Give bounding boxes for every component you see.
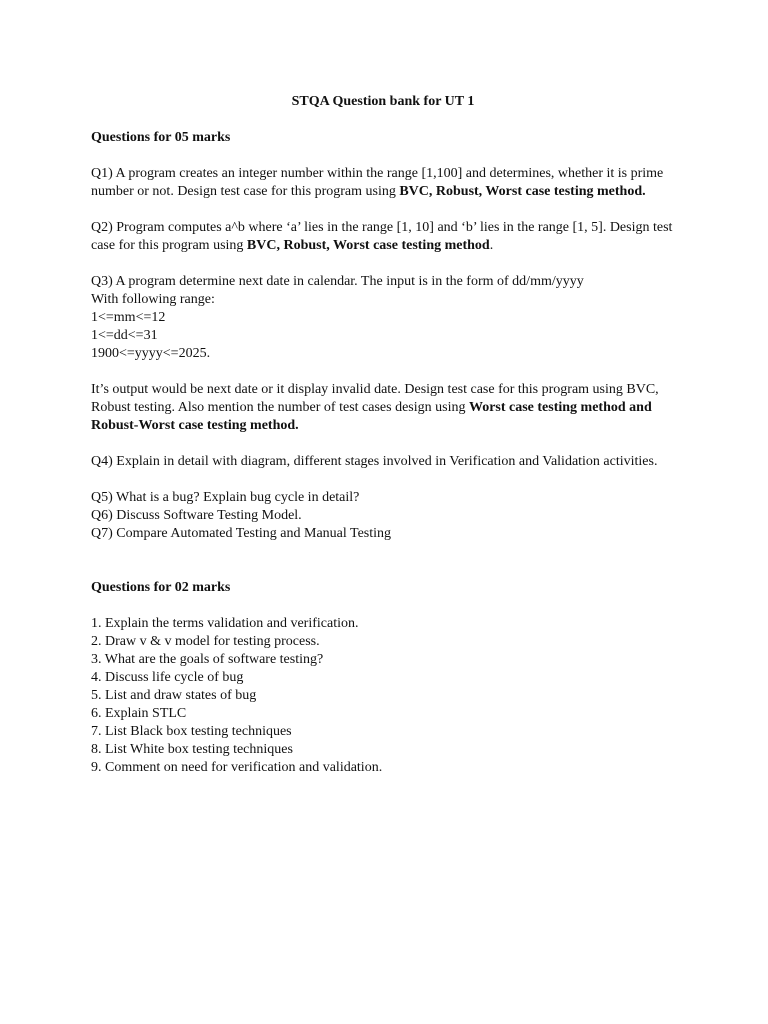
question-3-output-text: It’s output would be next date or it display invalid date. Design test case for this program using BVC, Robust testing. Also mention the number of test cases design using [91, 382, 659, 415]
list-item: 7. List Black box testing techniques [91, 724, 292, 739]
list-item: 6. Explain STLC [91, 706, 187, 721]
list-item: 4. Discuss life cycle of bug [91, 670, 244, 685]
question-7: Q7) Compare Automated Testing and Manual Testing [91, 526, 392, 541]
question-1-text: Q1) A program creates an integer number within the range [1,100] and determines, whether it is prime number or not. Design test case for this program using [91, 166, 664, 199]
question-2 [91, 219, 681, 255]
question-1 [91, 165, 681, 201]
question-3-line-3: 1<=mm<=12 [91, 310, 166, 325]
question-3-line-5: 1900<=yyyy<=2025. [91, 346, 211, 361]
question-3-line-2: With following range: [91, 292, 215, 307]
question-5: Q5) What is a bug? Explain bug cycle in detail? [91, 490, 360, 505]
section-spacer [91, 543, 681, 579]
question-2-end: . [489, 238, 494, 253]
section-heading-2-marks: Questions for 02 marks [91, 580, 231, 595]
document-page [91, 93, 681, 777]
question-1-bold: BVC, Robust, Worst case testing method. [399, 184, 646, 199]
question-2-text: Q2) Program computes a^b where ‘a’ lies in the range [1, 10] and ‘b’ lies in the range [1, 5]. Design test case for this program using [91, 220, 673, 253]
list-item: 2. Draw v & v model for testing process. [91, 634, 320, 649]
question-4: Q4) Explain in detail with diagram, different stages involved in Verification and Validation activities. [91, 454, 658, 469]
question-6: Q6) Discuss Software Testing Model. [91, 508, 302, 523]
list-item: 5. List and draw states of bug [91, 688, 257, 703]
question-2-bold: BVC, Robust, Worst case testing method [246, 238, 490, 253]
two-mark-question-list [91, 615, 681, 777]
section-heading-5-marks: Questions for 05 marks [91, 130, 231, 145]
question-3-output [91, 381, 681, 435]
list-item: 9. Comment on need for verification and validation. [91, 760, 383, 775]
document-title: STQA Question bank for UT 1 [291, 94, 475, 109]
list-item: 1. Explain the terms validation and verification. [91, 616, 359, 631]
question-3-line-1: Q3) A program determine next date in calendar. The input is in the form of dd/mm/yyyy [91, 274, 584, 289]
question-3-line-4: 1<=dd<=31 [91, 328, 158, 343]
list-item: 3. What are the goals of software testing? [91, 652, 324, 667]
list-item: 8. List White box testing techniques [91, 742, 293, 757]
question-3-output-bold: Worst case testing method and Robust-Worst case testing method. [91, 400, 652, 433]
